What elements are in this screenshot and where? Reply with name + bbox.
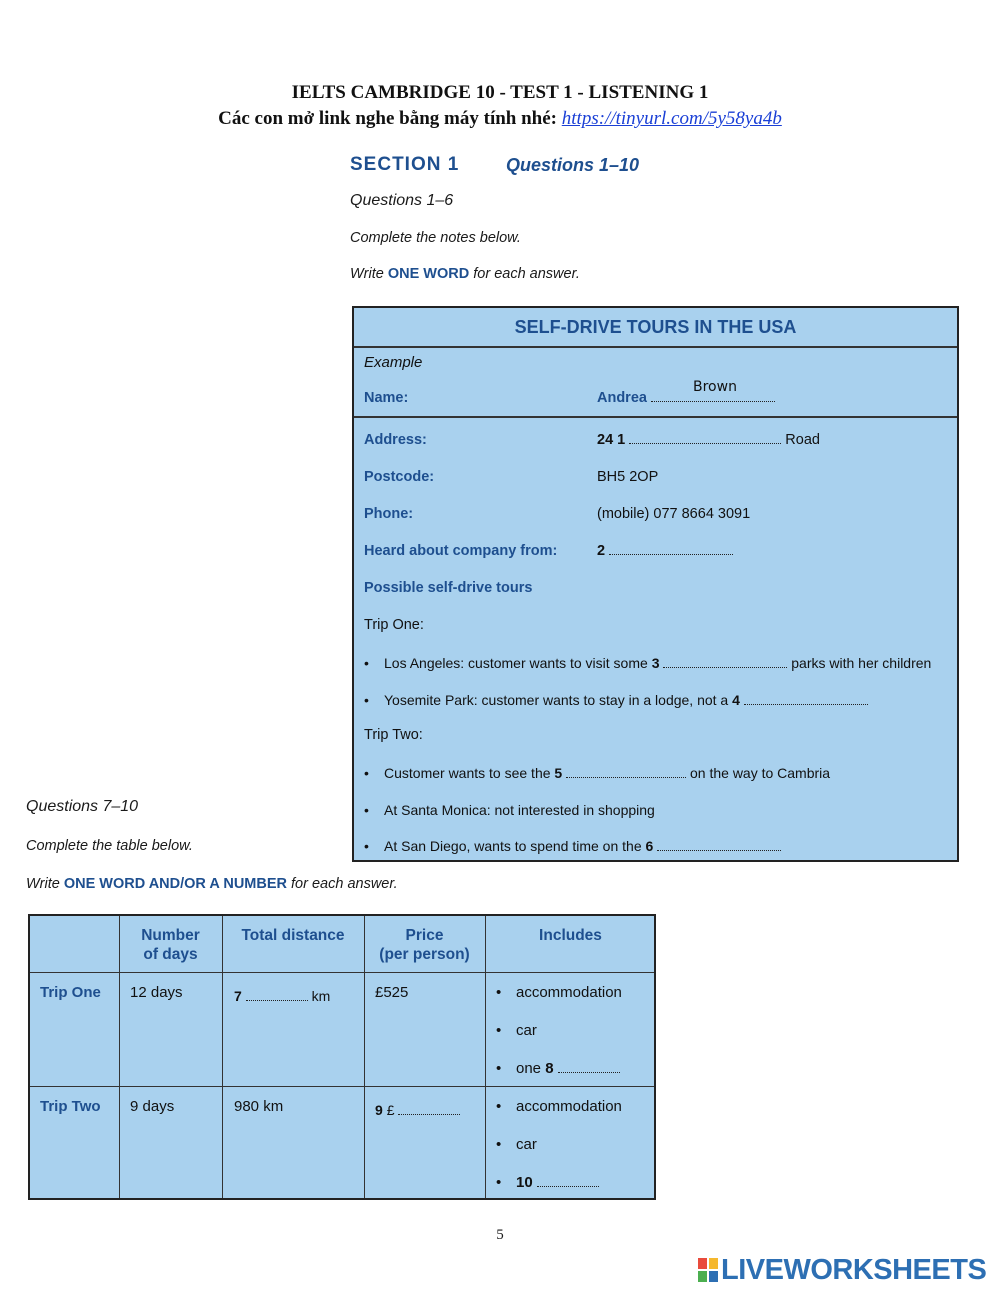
bullet-text: Los Angeles: customer wants to visit some — [384, 655, 652, 671]
question-10-number: 10 — [516, 1174, 533, 1191]
distance-unit: km — [311, 988, 331, 1004]
trip-one-days: 12 days — [130, 984, 183, 1001]
trip-two-distance: 980 km — [234, 1098, 284, 1115]
example-divider — [354, 416, 957, 418]
header-days-line2: of days — [143, 946, 198, 963]
bullet-text-end: parks with her children — [791, 655, 932, 671]
include-text: accommodation — [516, 1098, 622, 1115]
header-distance: Total distance — [241, 927, 345, 944]
question-7-blank[interactable] — [246, 990, 308, 1001]
postcode-label: Postcode: — [364, 469, 435, 485]
instr-bold: ONE WORD AND/OR A NUMBER — [63, 876, 287, 892]
audio-link[interactable]: https://tinyurl.com/5y58ya4b — [561, 108, 782, 129]
bullet-text: Customer wants to see the — [384, 765, 555, 781]
trip-two-include-2 — [496, 1136, 537, 1153]
include-text: one — [516, 1060, 542, 1077]
trip-one-include-1 — [496, 984, 622, 1001]
question-7-number: 7 — [234, 988, 242, 1004]
bullet-text: At Santa Monica: not interested in shopping — [384, 802, 655, 818]
question-3-blank[interactable] — [663, 657, 787, 668]
instr-pre: Write — [350, 266, 388, 282]
question-3-number: 3 — [651, 655, 660, 671]
address-row — [597, 432, 820, 448]
name-row — [597, 379, 775, 406]
heard-row — [597, 543, 733, 559]
bullet-icon: • — [496, 1174, 502, 1191]
header-price — [364, 926, 485, 964]
header-days-line1: Number — [141, 927, 200, 944]
bullet-icon: • — [364, 655, 369, 671]
sub-questions-label: Questions 1–6 — [350, 192, 454, 209]
trip-two-days: 9 days — [130, 1098, 175, 1115]
bullet-icon: • — [364, 692, 369, 708]
table-word-limit — [26, 876, 398, 892]
header-price-line1: Price — [405, 927, 444, 944]
currency-symbol: £ — [386, 1102, 395, 1118]
bullet-icon: • — [364, 765, 369, 781]
trips-table — [28, 914, 656, 1200]
bullet-text: At San Diego, wants to spend time on the — [384, 838, 646, 854]
trip-one-distance — [234, 988, 330, 1004]
brand-logo — [698, 1254, 986, 1287]
section-title: SECTION 1 — [350, 154, 460, 175]
trip-two-include-3 — [496, 1174, 599, 1191]
bullet-icon: • — [496, 1136, 502, 1153]
page-number: 5 — [496, 1227, 504, 1243]
trip-two-price — [375, 1102, 460, 1118]
question-10-blank[interactable] — [537, 1176, 599, 1187]
section-questions: Questions 1–10 — [506, 155, 640, 175]
trip-two-bullet-1 — [364, 765, 830, 781]
trip-one-include-2 — [496, 1022, 537, 1039]
question-8-number: 8 — [545, 1060, 554, 1077]
document-title: IELTS CAMBRIDGE 10 - TEST 1 - LISTENING 1 — [291, 82, 709, 103]
notes-heading: SELF-DRIVE TOURS IN THE USA — [354, 308, 957, 348]
bullet-icon: • — [496, 1098, 502, 1115]
question-8-blank[interactable] — [558, 1062, 620, 1073]
name-label: Name: — [364, 390, 409, 406]
trip-two-bullet-2 — [364, 802, 655, 818]
notes-box — [352, 306, 959, 862]
instruction-text: Các con mở link nghe bằng máy tính nhé: — [218, 108, 562, 129]
header-price-line2: (per person) — [379, 946, 470, 963]
phone-label: Phone: — [364, 506, 414, 522]
question-1-number: 24 1 — [597, 432, 626, 448]
name-answer-blank[interactable] — [651, 379, 775, 402]
include-text: car — [516, 1136, 537, 1153]
bullet-text-end: on the way to Cambria — [690, 765, 831, 781]
row-divider — [30, 1086, 654, 1087]
header-days — [119, 926, 222, 964]
include-text: car — [516, 1022, 537, 1039]
bullet-icon: • — [496, 984, 502, 1001]
phone-value: (mobile) 077 8664 3091 — [597, 506, 751, 522]
liveworksheets-icon — [698, 1258, 718, 1282]
col-divider — [222, 916, 223, 1198]
heard-label: Heard about company from: — [364, 543, 558, 559]
question-5-number: 5 — [554, 765, 563, 781]
trip-two-bullet-3 — [364, 838, 781, 854]
row-trip-one-label: Trip One — [40, 984, 101, 1001]
address-suffix: Road — [785, 432, 820, 448]
header-includes: Includes — [539, 927, 602, 944]
instr-bold: ONE WORD — [387, 266, 470, 282]
table-instruction: Complete the table below. — [26, 838, 193, 854]
bullet-icon: • — [496, 1060, 502, 1077]
question-6-number: 6 — [645, 838, 654, 854]
col-divider — [485, 916, 486, 1198]
trip-one-price: £525 — [375, 984, 409, 1001]
question-1-blank[interactable] — [629, 433, 781, 444]
listening-instruction — [0, 108, 1000, 130]
notes-instruction: Complete the notes below. — [350, 230, 521, 246]
include-text: accommodation — [516, 984, 622, 1001]
row-trip-two-label: Trip Two — [40, 1098, 101, 1115]
questions-7-10-label: Questions 7–10 — [26, 798, 139, 815]
question-5-blank[interactable] — [566, 767, 686, 778]
bullet-icon: • — [496, 1022, 502, 1039]
instr-pre: Write — [26, 876, 64, 892]
question-9-blank[interactable] — [398, 1104, 460, 1115]
postcode-value: BH5 2OP — [597, 469, 659, 485]
question-2-number: 2 — [597, 543, 606, 559]
trip-one-label: Trip One: — [364, 617, 424, 633]
trip-one-bullet-2 — [364, 692, 868, 708]
name-value: Andrea — [597, 390, 647, 406]
question-4-blank[interactable] — [744, 694, 868, 705]
bullet-icon: • — [364, 802, 369, 818]
row-divider — [30, 972, 654, 973]
instr-post: for each answer. — [469, 266, 580, 282]
question-4-number: 4 — [732, 692, 740, 708]
trip-two-label: Trip Two: — [364, 727, 423, 743]
example-label: Example — [364, 354, 423, 371]
question-6-blank[interactable] — [657, 840, 781, 851]
instr-post: for each answer. — [287, 876, 398, 892]
trip-one-include-3 — [496, 1060, 620, 1077]
word-limit-instruction — [350, 266, 580, 282]
address-label: Address: — [364, 432, 427, 448]
question-9-number: 9 — [375, 1102, 383, 1118]
trip-one-bullet-1 — [364, 655, 931, 671]
name-handwritten: Brown — [693, 379, 737, 395]
bullet-icon: • — [364, 838, 369, 854]
bullet-text: Yosemite Park: customer wants to stay in a lodge, not a — [384, 692, 733, 708]
brand-name: LIVEWORKSHEETS — [721, 1254, 987, 1286]
possible-tours-label: Possible self-drive tours — [364, 580, 533, 596]
question-2-blank[interactable] — [609, 544, 733, 555]
trip-two-include-1 — [496, 1098, 622, 1115]
